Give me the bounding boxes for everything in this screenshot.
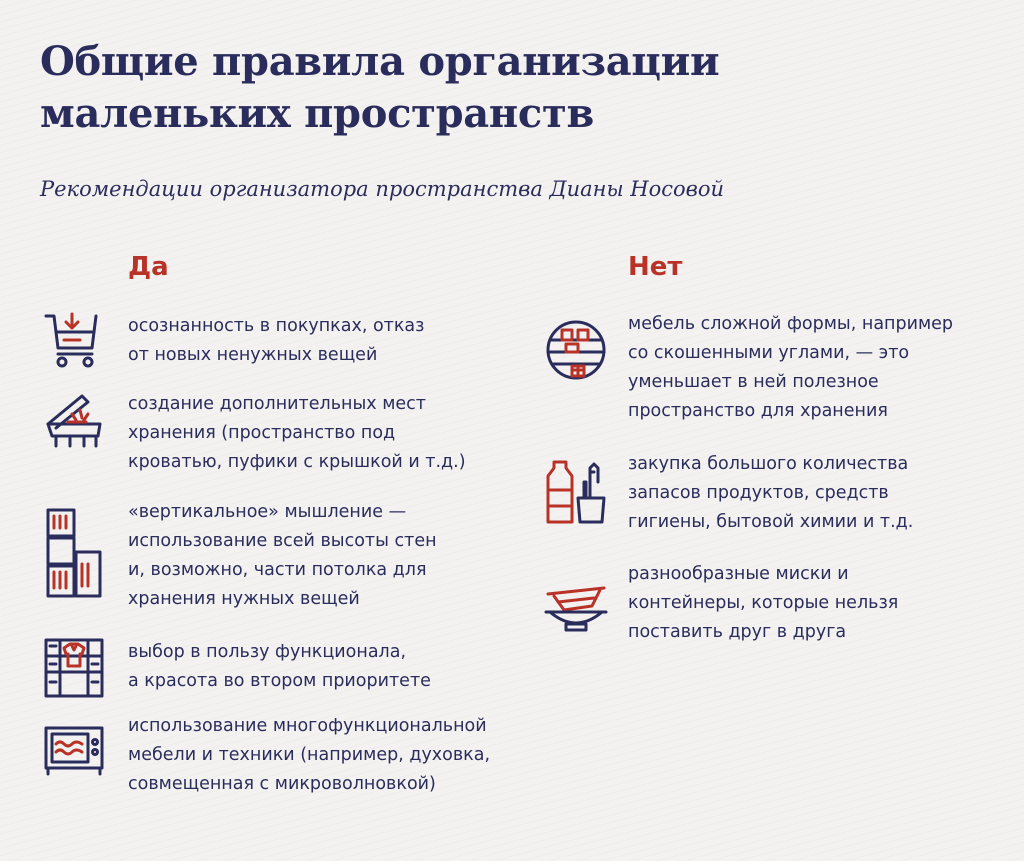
yes-heading: Да (128, 252, 169, 282)
yes-item-2-text: создание дополнительных мест хранения (пространство под кроватью, пуфики с крышкой и т.д.) (128, 394, 466, 472)
no-heading: Нет (628, 252, 683, 282)
microwave-icon (42, 718, 106, 782)
yes-item-3-text: «вертикальное» мышление — использование всей высоты стен и, возможно, части потолка для хранения нужных вещей (128, 502, 437, 609)
no-item-2-text: закупка большого количества запасов продуктов, средств гигиены, бытовой химии и т.д. (628, 454, 914, 532)
no-item-3-text: разнообразные миски и контейнеры, которые нельзя поставить друг в друга (628, 564, 899, 642)
bowls-icon (544, 578, 608, 642)
yes-item-5-text: использование многофункциональной мебели и техники (например, духовка, совмещенная с микроволновкой) (128, 716, 491, 794)
no-item-1-text: мебель сложной формы, например со скошенными углами, — это уменьшает в ней полезное пространство для хранения (628, 314, 954, 421)
ottoman-icon (42, 388, 106, 452)
round-shelf-icon (544, 318, 608, 382)
bottle-and-cup-icon (544, 458, 608, 526)
cabinet-icon (42, 636, 106, 700)
subtitle: Рекомендации организатора пространства Дианы Носовой (40, 177, 725, 201)
stacked-boxes-icon (42, 506, 106, 602)
shopping-cart-icon (42, 310, 106, 374)
page-title: Общие правила организации маленьких пространств (40, 38, 720, 137)
yes-item-1-text: осознанность в покупках, отказ от новых ненужных вещей (128, 316, 425, 365)
yes-item-4-text: выбор в пользу функционала, а красота во втором приоритете (128, 642, 431, 691)
